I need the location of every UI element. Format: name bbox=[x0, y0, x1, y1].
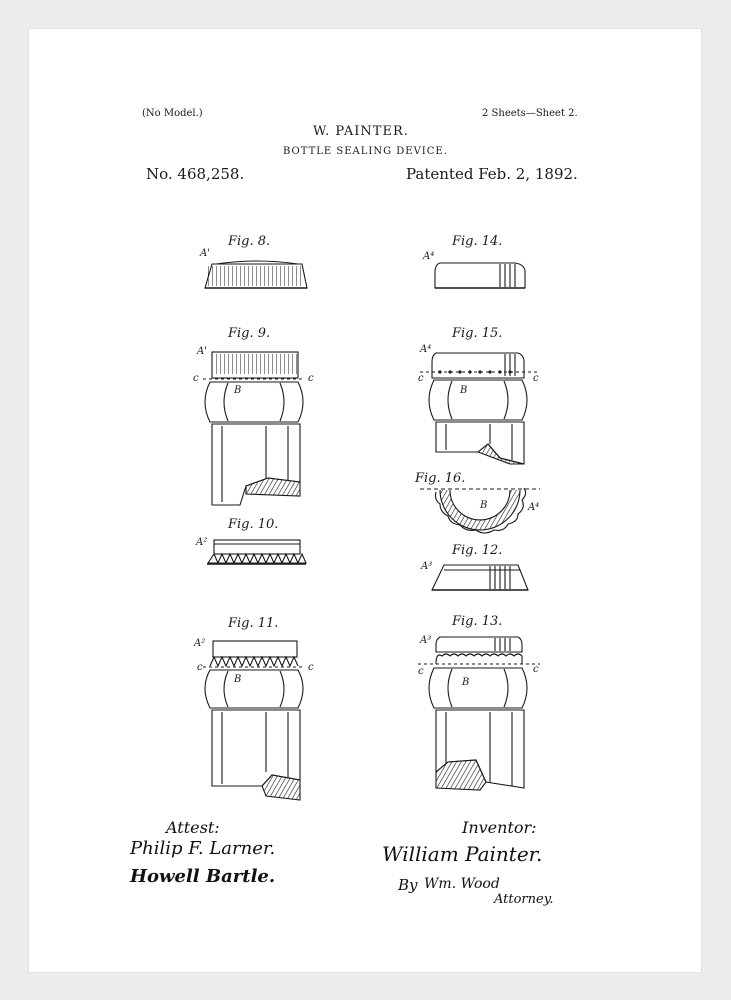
ref-a1-fig8: A' bbox=[200, 248, 210, 259]
fig10-crown-cap-drawing bbox=[207, 540, 306, 564]
ref-c-right-fig9: c bbox=[308, 373, 314, 384]
attorney-label: Attorney. bbox=[494, 892, 554, 907]
ref-b-fig15: B bbox=[460, 385, 468, 396]
ref-c-right-fig11: c bbox=[308, 662, 314, 673]
fig9-label: Fig. 9. bbox=[228, 326, 271, 341]
fig14-label: Fig. 14. bbox=[452, 234, 503, 249]
fig8-crown-cap-drawing bbox=[205, 261, 307, 288]
by-label: By bbox=[398, 876, 418, 894]
ref-a2-fig10: A² bbox=[196, 537, 208, 548]
fig12-label: Fig. 12. bbox=[452, 543, 503, 558]
ref-b-fig11: B bbox=[234, 674, 242, 685]
ref-c-left-fig13: c bbox=[418, 666, 424, 677]
sheet-count: 2 Sheets—Sheet 2. bbox=[482, 108, 578, 119]
attest-signature-2: Howell Bartle. bbox=[130, 866, 276, 887]
attorney-signature: Wm. Wood bbox=[424, 876, 500, 892]
invention-title: BOTTLE SEALING DEVICE. bbox=[283, 146, 448, 157]
no-model-note: (No Model.) bbox=[142, 108, 203, 119]
fig15-label: Fig. 15. bbox=[452, 326, 503, 341]
fig10-label: Fig. 10. bbox=[228, 517, 279, 532]
ref-a1-fig9: A' bbox=[197, 346, 207, 357]
ref-b-fig9: B bbox=[234, 385, 242, 396]
fig12-cap-drawing bbox=[432, 565, 528, 590]
fig15-bottle-drawing bbox=[420, 353, 540, 464]
ref-c-left-fig15: c bbox=[418, 373, 424, 384]
inventor-signature: William Painter. bbox=[382, 842, 543, 866]
fig9-bottle-drawing bbox=[203, 352, 305, 505]
ref-b-fig16: B bbox=[480, 500, 488, 511]
ref-a3-fig12: A³ bbox=[421, 561, 433, 572]
fig16-label: Fig. 16. bbox=[415, 471, 466, 486]
ref-a4-fig16: A⁴ bbox=[528, 502, 540, 513]
fig16-section-drawing bbox=[420, 488, 540, 533]
patent-number: No. 468,258. bbox=[146, 165, 245, 183]
fig11-label: Fig. 11. bbox=[228, 616, 279, 631]
fig11-bottle-drawing bbox=[203, 641, 305, 800]
patent-date: Patented Feb. 2, 1892. bbox=[406, 165, 578, 183]
ref-a3-fig13: A³ bbox=[420, 635, 432, 646]
ref-a4-fig14: A⁴ bbox=[423, 251, 435, 262]
fig13-label: Fig. 13. bbox=[452, 614, 503, 629]
ref-c-left-fig9: c bbox=[193, 373, 199, 384]
ref-a2-fig11: A² bbox=[194, 638, 206, 649]
ref-c-left-fig11: c bbox=[197, 662, 203, 673]
ref-a4-fig15: A⁴ bbox=[420, 344, 432, 355]
ref-b-fig13: B bbox=[462, 677, 470, 688]
inventor-heading: W. PAINTER. bbox=[313, 124, 409, 139]
attest-heading: Attest: bbox=[166, 818, 220, 837]
fig14-cap-drawing bbox=[435, 263, 525, 288]
attest-signature-1: Philip F. Larner. bbox=[130, 838, 276, 859]
ref-c-right-fig15: c bbox=[533, 373, 539, 384]
fig13-bottle-drawing bbox=[418, 637, 540, 790]
inventor-heading-footer: Inventor: bbox=[462, 818, 537, 837]
ref-c-right-fig13: c bbox=[533, 664, 539, 675]
fig8-label: Fig. 8. bbox=[228, 234, 271, 249]
